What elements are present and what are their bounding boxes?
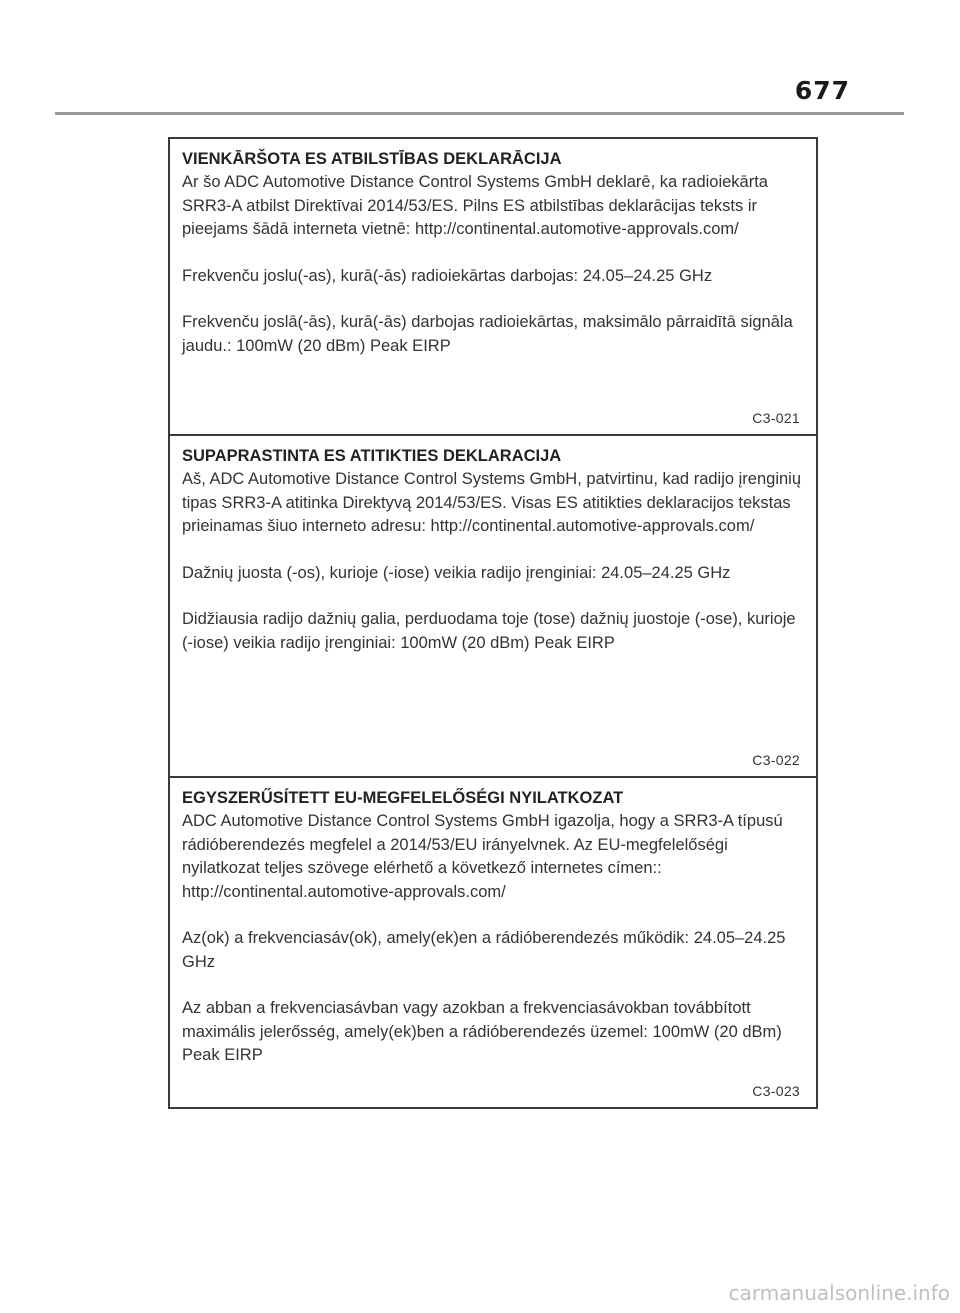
paragraph-gap: [182, 242, 804, 265]
paragraph-gap: [182, 539, 804, 562]
site-watermark: carmanualsonline.info: [728, 1281, 950, 1305]
section-code: C3-023: [752, 1083, 800, 1099]
paragraph-gap: [182, 974, 804, 997]
section-code: C3-022: [752, 752, 800, 768]
paragraph-gap: [182, 585, 804, 608]
declaration-paragraph: ADC Automotive Distance Control Systems GmbH igazolja, hogy a SRR3-A típusú rádióberendezés megfelel a 2014/53/EU irányelvnek. Az EU-megfelelőségi nyilatkozat teljes szövege elérhető a következő internetes címen:: http://continental.automotive-approvals.com/: [182, 812, 783, 901]
page-number: 677: [794, 76, 850, 105]
declaration-paragraph: Aš, ADC Automotive Distance Control Systems GmbH, patvirtinu, kad radijo įrenginių tipas SRR3-A atitinka Direktyvą 2014/53/ES. Visas ES atitikties deklaracijos tekstas prieinamas šiuo interneto adresu: http://continental.automotive-approvals.com/: [182, 470, 802, 535]
section-code: C3-021: [752, 410, 800, 426]
section-title: VIENKĀRŠOTA ES ATBILSTĪBAS DEKLARĀCIJA: [182, 150, 562, 168]
declaration-box: [168, 137, 818, 1109]
frequency-band-paragraph: Az(ok) a frekvenciasáv(ok), amely(ek)en a rádióberendezés működik: 24.05–24.25 GHz: [182, 929, 786, 971]
frequency-band-paragraph: Frekvenču joslu(-as), kurā(-ās) radioiekārtas darbojas: 24.05–24.25 GHz: [182, 266, 713, 285]
declaration-section-hungarian: [170, 778, 816, 1107]
declaration-section-latvian: [170, 139, 816, 436]
paragraph-gap: [182, 904, 804, 927]
frequency-band-paragraph: Dažnių juosta (-os), kurioje (-iose) veikia radijo įrenginiai: 24.05–24.25 GHz: [182, 563, 731, 582]
header-rule: [55, 112, 904, 115]
section-title: SUPAPRASTINTA ES ATITIKTIES DEKLARACIJA: [182, 447, 562, 465]
max-power-paragraph: Frekvenču joslā(-ās), kurā(-ās) darbojas radioiekārtas, maksimālo pārraidītā signāla jaudu.: 100mW (20 dBm) Peak EIRP: [182, 313, 793, 355]
max-power-paragraph: Az abban a frekvenciasávban vagy azokban a frekvenciasávokban továbbított maximális jelerősség, amely(ek)ben a rádióberendezés üzemel: 100mW (20 dBm) Peak EIRP: [182, 999, 782, 1064]
section-title: EGYSZERŰSÍTETT EU-MEGFELELŐSÉGI NYILATKOZAT: [182, 789, 624, 807]
declaration-section-lithuanian: [170, 436, 816, 778]
paragraph-gap: [182, 288, 804, 311]
max-power-paragraph: Didžiausia radijo dažnių galia, perduodama toje (tose) dažnių juostoje (-ose), kurioje (-iose) veikia radijo įrenginiai: 100mW (20 dBm) Peak EIRP: [182, 610, 796, 652]
declaration-paragraph: Ar šo ADC Automotive Distance Control Systems GmbH deklarē, ka radioiekārta SRR3-A atbilst Direktīvai 2014/53/ES. Pilns ES atbilstības deklarācijas teksts ir pieejams šādā interneta vietnē: http://continental.automotive-approvals.com/: [182, 173, 768, 238]
